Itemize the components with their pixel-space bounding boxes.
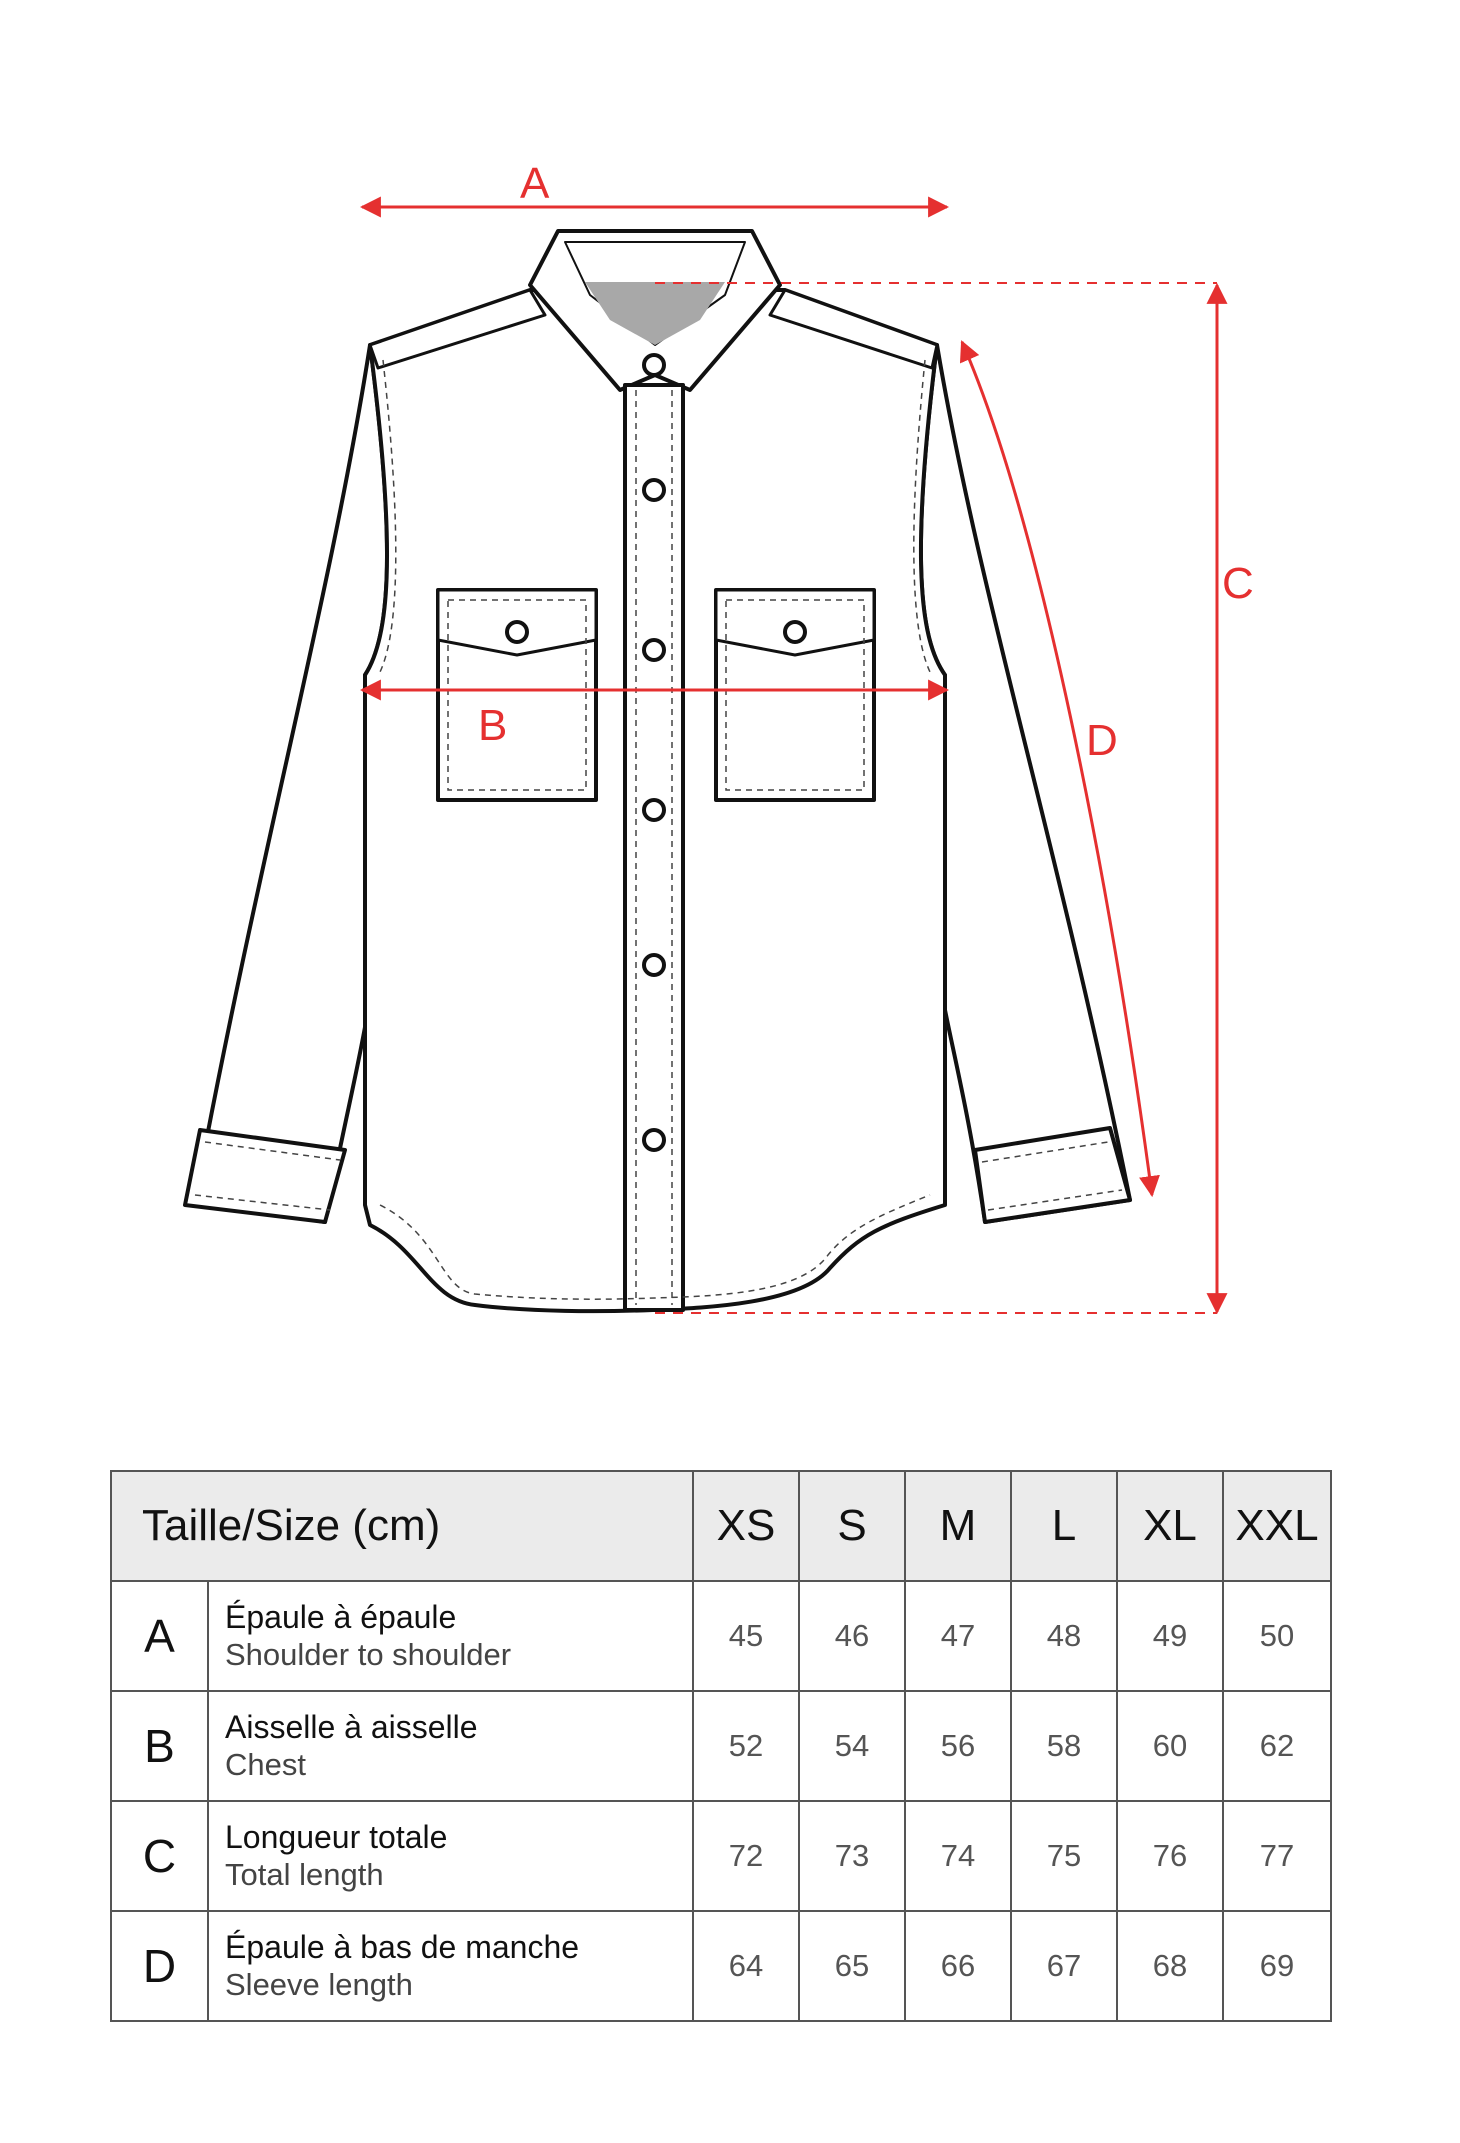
value-cell: 65 (799, 1911, 905, 2021)
value-cell: 56 (905, 1691, 1011, 1801)
row-label (208, 1801, 693, 1911)
label-english: Chest (225, 1747, 306, 1782)
value-cell: 45 (693, 1581, 799, 1691)
value-cell: 72 (693, 1801, 799, 1911)
table-row (111, 1581, 1331, 1691)
value-cell: 52 (693, 1691, 799, 1801)
value-cell: 49 (1117, 1581, 1223, 1691)
table-row (111, 1911, 1331, 2021)
value-cell: 48 (1011, 1581, 1117, 1691)
button-icon (644, 640, 664, 660)
size-s-header: S (799, 1471, 905, 1581)
value-cell: 67 (1011, 1911, 1117, 2021)
row-letter: C (111, 1801, 208, 1911)
table-row (111, 1801, 1331, 1911)
button-icon (785, 622, 805, 642)
right-sleeve (921, 345, 1130, 1222)
placket (625, 385, 683, 1310)
row-label (208, 1691, 693, 1801)
table-title: Taille/Size (cm) (111, 1471, 693, 1581)
value-cell: 77 (1223, 1801, 1331, 1911)
label-english: Total length (225, 1857, 384, 1892)
value-cell: 62 (1223, 1691, 1331, 1801)
value-cell: 64 (693, 1911, 799, 2021)
size-xxl-header: XXL (1223, 1471, 1331, 1581)
button-icon (644, 800, 664, 820)
value-cell: 76 (1117, 1801, 1223, 1911)
value-cell: 69 (1223, 1911, 1331, 2021)
button-icon (507, 622, 527, 642)
left-sleeve (195, 345, 387, 1222)
size-xl-header: XL (1117, 1471, 1223, 1581)
value-cell: 50 (1223, 1581, 1331, 1691)
value-cell: 47 (905, 1581, 1011, 1691)
value-cell: 46 (799, 1581, 905, 1691)
row-label (208, 1581, 693, 1691)
value-cell: 73 (799, 1801, 905, 1911)
row-letter: D (111, 1911, 208, 2021)
value-cell: 54 (799, 1691, 905, 1801)
label-english: Shoulder to shoulder (225, 1637, 512, 1672)
size-table (110, 1470, 1332, 2022)
label-b: B (478, 701, 508, 750)
header-row (111, 1471, 1331, 1581)
button-icon (644, 355, 664, 375)
button-icon (644, 1130, 664, 1150)
button-icon (644, 955, 664, 975)
value-cell: 74 (905, 1801, 1011, 1911)
value-cell: 68 (1117, 1911, 1223, 2021)
row-label (208, 1911, 693, 2021)
size-xs-header: XS (693, 1471, 799, 1581)
label-d: D (1086, 716, 1118, 765)
label-french: Aisselle à aisselle (225, 1709, 478, 1745)
row-letter: B (111, 1691, 208, 1801)
value-cell: 60 (1117, 1691, 1223, 1801)
label-c: C (1222, 559, 1254, 608)
value-cell: 66 (905, 1911, 1011, 2021)
label-english: Sleeve length (225, 1967, 413, 2002)
row-letter: A (111, 1581, 208, 1691)
label-french: Épaule à épaule (225, 1599, 457, 1635)
label-french: Longueur totale (225, 1819, 448, 1855)
size-m-header: M (905, 1471, 1011, 1581)
value-cell: 58 (1011, 1691, 1117, 1801)
table-row (111, 1691, 1331, 1801)
value-cell: 75 (1011, 1801, 1117, 1911)
label-a: A (520, 159, 550, 208)
button-icon (644, 480, 664, 500)
size-l-header: L (1011, 1471, 1117, 1581)
label-french: Épaule à bas de manche (225, 1929, 580, 1965)
